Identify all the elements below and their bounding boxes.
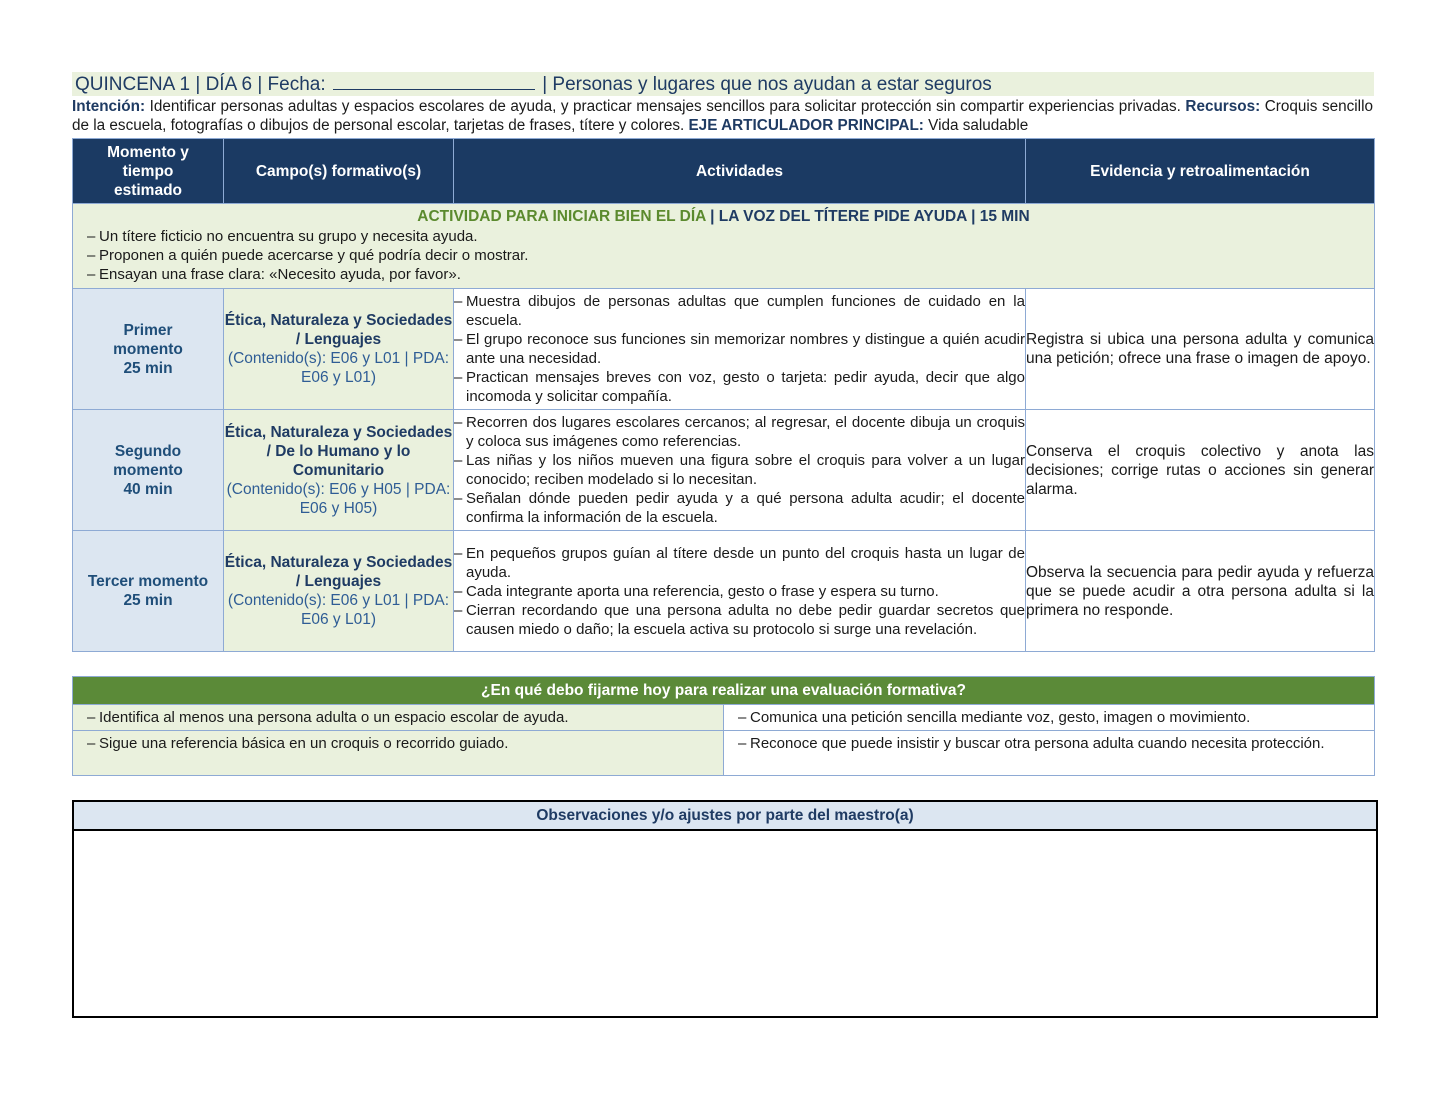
resources-label: Recursos: xyxy=(1185,98,1261,115)
moment-time: 25 min xyxy=(123,359,173,377)
intro-paragraph xyxy=(72,97,1374,135)
list-item: – Las niñas y los niños mueven una figura sobre el croquis para volver a un lugar conocido; reciben modelado si lo necesitan. xyxy=(454,451,1025,489)
campo-contenido: (Contenido(s): E06 y H05 | PDA: E06 y H05) xyxy=(226,480,451,517)
intention-label: Intención: xyxy=(72,98,146,115)
list-item: – Muestra dibujos de personas adultas que cumplen funciones de cuidado en la escuela. xyxy=(454,292,1025,330)
campo-name: Ética, Naturaleza y Sociedades / De lo Humano y lo Comunitario xyxy=(224,423,453,479)
campo-cell xyxy=(224,289,454,410)
campo-name: Ética, Naturaleza y Sociedades / Lenguajes xyxy=(224,312,453,348)
evidence-cell: Observa la secuencia para pedir ayuda y refuerza que se puede acudir a otra persona adulta si la primera no responde. xyxy=(1026,531,1375,652)
campo-cell xyxy=(224,531,454,652)
header-campo: Campo(s) formativo(s) xyxy=(224,139,454,204)
campo-contenido: (Contenido(s): E06 y L01 | PDA: E06 y L01) xyxy=(227,350,450,386)
list-item: – El grupo reconoce sus funciones sin memorizar nombres y distingue a quién acudir ante una necesidad. xyxy=(454,330,1025,368)
moment-label: Tercer momento xyxy=(87,573,209,590)
header-activities: Actividades xyxy=(454,139,1026,204)
list-item: – Identifica al menos una persona adulta o un espacio escolar de ayuda. xyxy=(87,708,711,727)
list-item: – Cada integrante aporta una referencia, gesto o frase y espera su turno. xyxy=(454,582,1025,601)
moment-cell xyxy=(73,531,224,652)
activities-cell xyxy=(454,531,1026,652)
list-item: – Cierran recordando que una persona adulta no debe pedir guardar secretos que causen miedo o daño; la escuela activa su protocolo si surge una revelación. xyxy=(454,601,1025,639)
evaluation-title: ¿En qué debo fijarme hoy para realizar una evaluación formativa? xyxy=(73,677,1375,705)
list-item: – Señalan dónde pueden pedir ayuda y a qué persona adulta acudir; el docente confirma la información de la escuela. xyxy=(454,489,1025,527)
evidence-cell: Registra si ubica una persona adulta y comunica una petición; ofrece una frase o imagen de apoyo. xyxy=(1026,289,1375,410)
start-activity-title xyxy=(87,207,1360,227)
table-row xyxy=(73,531,1375,652)
axis-text: Vida saludable xyxy=(928,117,1029,134)
list-item: – Recorren dos lugares escolares cercanos; al regresar, el docente dibuja un croquis y coloca sus imágenes como referencias. xyxy=(454,413,1025,451)
table-row xyxy=(73,289,1375,410)
intention-text: Identificar personas adultas y espacios escolares de ayuda, y practicar mensajes sencillos para solicitar protección sin compartir experiencias privadas. xyxy=(149,98,1181,115)
evidence-cell: Conserva el croquis colectivo y anota las decisiones; corrige rutas o acciones sin generar alarma. xyxy=(1026,410,1375,531)
axis-label: EJE ARTICULADOR PRINCIPAL: xyxy=(688,117,924,134)
evaluation-header-row xyxy=(73,677,1375,705)
observations-title: Observaciones y/o ajustes por parte del maestro(a) xyxy=(74,802,1376,831)
evaluation-table xyxy=(72,676,1375,776)
page-title xyxy=(72,72,1374,96)
resources-text: Croquis sencillo de la escuela, fotografías o dibujos de personal escolar, tarjetas de frases, títere y colores. xyxy=(72,98,1373,134)
list-item: – Ensayan una frase clara: «Necesito ayuda, por favor». xyxy=(87,265,1360,284)
title-prefix: QUINCENA 1 | DÍA 6 | Fecha: xyxy=(75,74,326,95)
observations-box xyxy=(72,800,1378,1018)
observations-area[interactable] xyxy=(74,831,1376,1016)
campo-contenido: (Contenido(s): E06 y L01 | PDA: E06 y L01) xyxy=(227,592,450,628)
moment-cell xyxy=(73,289,224,410)
list-item: – Un títere ficticio no encuentra su grupo y necesita ayuda. xyxy=(87,227,1360,246)
table-row xyxy=(73,705,1375,731)
activities-cell xyxy=(454,289,1026,410)
campo-cell xyxy=(224,410,454,531)
activities-list xyxy=(454,544,1025,639)
evaluation-item xyxy=(724,705,1375,731)
activities-table xyxy=(72,138,1375,652)
start-title-rest: | LA VOZ DEL TÍTERE PIDE AYUDA | 15 MIN xyxy=(710,208,1030,225)
moment-label: Segundo momento xyxy=(113,442,183,479)
moment-cell xyxy=(73,410,224,531)
moment-label: Primer momento xyxy=(113,321,183,358)
activities-list xyxy=(454,292,1025,406)
evaluation-item xyxy=(73,731,724,776)
list-item: – Proponen a quién puede acercarse y qué podría decir o mostrar. xyxy=(87,246,1360,265)
start-activity-list xyxy=(87,227,1360,284)
list-item: – Practican mensajes breves con voz, gesto o tarjeta: pedir ayuda, decir que algo incomoda y solicitar compañía. xyxy=(454,368,1025,406)
header-evidence: Evidencia y retroalimentación xyxy=(1026,139,1375,204)
date-blank-line[interactable] xyxy=(333,72,535,90)
start-title-green: ACTIVIDAD PARA INICIAR BIEN EL DÍA xyxy=(417,208,706,225)
list-item: – Sigue una referencia básica en un croquis o recorrido guiado. xyxy=(87,734,711,753)
activities-cell xyxy=(454,410,1026,531)
evaluation-item xyxy=(73,705,724,731)
title-suffix: | Personas y lugares que nos ayudan a estar seguros xyxy=(542,74,992,95)
moment-time: 40 min xyxy=(123,480,173,498)
evaluation-item xyxy=(724,731,1375,776)
start-activity-cell xyxy=(73,204,1375,289)
moment-time: 25 min xyxy=(123,592,173,609)
start-activity-row xyxy=(73,204,1375,289)
table-row xyxy=(73,731,1375,776)
list-item: – Reconoce que puede insistir y buscar otra persona adulta cuando necesita protección. xyxy=(738,734,1362,753)
activities-list xyxy=(454,413,1025,527)
campo-name: Ética, Naturaleza y Sociedades / Lenguajes xyxy=(224,554,453,590)
list-item: – En pequeños grupos guían al títere desde un punto del croquis hasta un lugar de ayuda. xyxy=(454,544,1025,582)
table-row xyxy=(73,410,1375,531)
table-header-row xyxy=(73,139,1375,204)
list-item: – Comunica una petición sencilla mediante voz, gesto, imagen o movimiento. xyxy=(738,708,1362,727)
lesson-plan-page xyxy=(72,72,1374,1018)
header-moment: Momento y tiempo estimado xyxy=(73,139,224,204)
